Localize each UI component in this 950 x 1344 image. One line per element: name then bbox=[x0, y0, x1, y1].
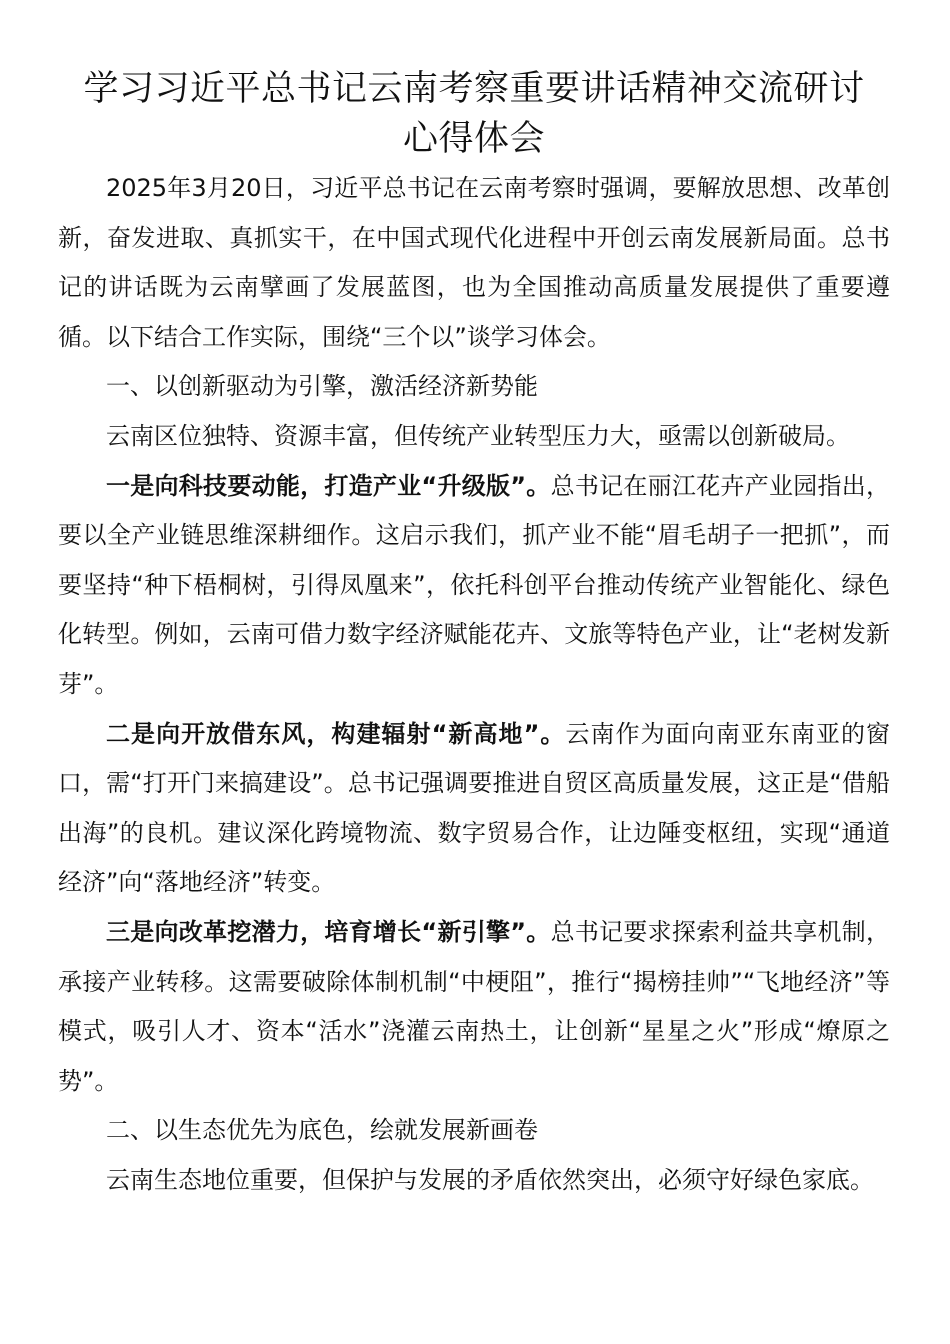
section2-heading: 二、以生态优先为底色，绘就发展新画卷 bbox=[106, 1116, 538, 1145]
point2-lead: 二是向开放借东风，构建辐射“新高地”。 bbox=[106, 719, 566, 748]
point2-body: 云南作为面向南亚东南亚的窗口，需“打开门来搞建设”。总书记强调要推进自贸区高质量发展，这正是“借船出海”的良机。建议深化跨境物流、数字贸易合作，让边陲变枢纽，实现“通道经济”向“落地经济”转变。 bbox=[58, 719, 890, 897]
point3-body: 总书记要求探索利益共享机制，承接产业转移。这需要破除体制机制“中梗阻”，推行“揭榜挂帅”“飞地经济”等模式，吸引人才、资本“活水”浇灌云南热土，让创新“星星之火”形成“燎原之势”。 bbox=[58, 917, 891, 1095]
section1-heading: 一、以创新驱动为引擎，激活经济新势能 bbox=[106, 372, 538, 401]
intro-paragraph: 2025年3月20日，习近平总书记在云南考察时强调，要解放思想、改革创新，奋发进取、真抓实干，在中国式现代化进程中开创云南发展新局面。总书记的讲话既为云南擘画了发展蓝图，也为全国推动高质量发展提供了重要遵循。以下结合工作实际，围绕“三个以”谈学习体会。 bbox=[58, 174, 890, 351]
document-title: 学习习近平总书记云南考察重要讲话精神交流研讨心得体会 bbox=[83, 69, 865, 159]
point1-lead: 一是向科技要动能，打造产业“升级版”。 bbox=[106, 471, 551, 500]
section1-point3 bbox=[58, 908, 890, 1106]
point3-lead: 三是向改革挖潜力，培育增长“新引擎”。 bbox=[106, 917, 551, 946]
point1-body: 总书记在丽江花卉产业园指出，要以全产业链思维深耕细作。这启示我们，抓产业不能“眉毛胡子一把抓”，而要坚持“种下梧桐树，引得凤凰来”，依托科创平台推动传统产业智能化、绿色化转型。例如，云南可借力数字经济赋能花卉、文旅等特色产业，让“老树发新芽”。 bbox=[58, 471, 891, 698]
section1-intro: 云南区位独特、资源丰富，但传统产业转型压力大，亟需以创新破局。 bbox=[106, 421, 850, 450]
section1-point2 bbox=[58, 710, 890, 908]
section1-point1 bbox=[58, 462, 890, 710]
section2-intro: 云南生态地位重要，但保护与发展的矛盾依然突出，必须守好绿色家底。 bbox=[106, 1165, 874, 1194]
